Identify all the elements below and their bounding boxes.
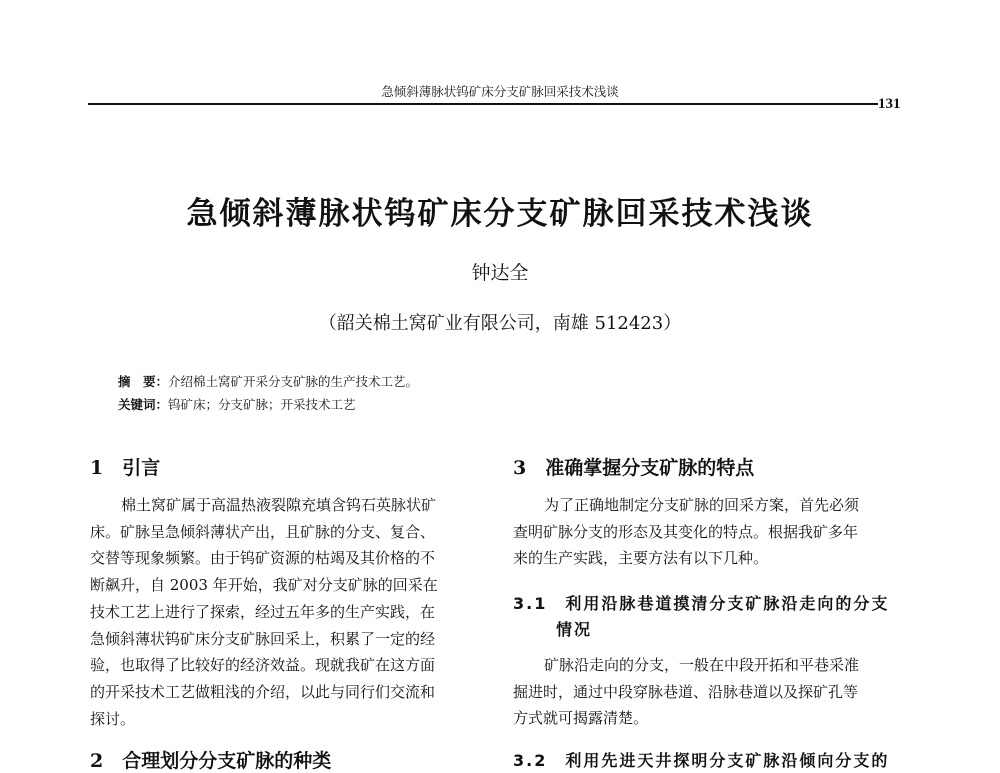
keywords-text: 钨矿床；分支矿脉；开采技术工艺 — [168, 397, 356, 412]
text-line: 棉土窝矿属于高温热液裂隙充填含钨石英脉状矿 — [121, 496, 437, 514]
keywords — [118, 395, 356, 413]
paper-title: 急倾斜薄脉状钨矿床分支矿脉回采技术浅谈 — [186, 196, 814, 232]
text-line: 床。矿脉呈急倾斜薄状产出，且矿脉的分支、复合、 — [90, 522, 436, 541]
text-line: 为了正确地制定分支矿脉的回采方案，首先必须 — [544, 496, 860, 514]
section-2-heading: 2 合理划分分支矿脉的种类 — [90, 750, 332, 772]
affiliation: （韶关棉土窝矿业有限公司，南雄 512423） — [318, 313, 682, 334]
section-3-body — [513, 492, 908, 572]
abstract-label: 摘 要： — [118, 374, 169, 389]
text-line: 的开采技术工艺做粗浅的介绍，以此与同行们交流和 — [90, 682, 436, 701]
text-line: 交替等现象频繁。由于钨矿资源的枯竭及其价格的不 — [90, 549, 436, 568]
text-line: 探讨。 — [90, 709, 136, 728]
text-line: 查明矿脉分支的形态及其变化的特点。根据我矿多年 — [513, 522, 859, 541]
abstract — [118, 372, 418, 390]
section-3-2-heading: 3.2 利用先进天井探明分支矿脉沿倾向分支的 — [513, 751, 890, 770]
section-3-1-heading-cont: 情况 — [556, 620, 593, 639]
text-line: 来的生产实践，主要方法有以下几种。 — [513, 549, 769, 568]
text-line: 验，也取得了比较好的经济效益。现就我矿在这方面 — [90, 656, 436, 675]
header-rule — [88, 103, 878, 105]
section-3-1-heading: 3.1 利用沿脉巷道摸清分支矿脉沿走向的分支 — [513, 594, 890, 613]
text-line: 方式就可揭露清楚。 — [513, 709, 649, 728]
section-1-body — [90, 492, 438, 732]
section-1-heading: 1 引言 — [90, 457, 161, 479]
author: 钟达全 — [471, 262, 529, 284]
section-3-heading: 3 准确掌握分支矿脉的特点 — [513, 457, 755, 479]
running-header: 急倾斜薄脉状钨矿床分支矿脉回采技术浅谈 — [381, 84, 619, 99]
page-number: 131 — [878, 96, 901, 112]
text-line: 矿脉沿走向的分支，一般在中段开拓和平巷采准 — [544, 656, 860, 674]
text-line: 急倾斜薄状钨矿床分支矿脉回采上，积累了一定的经 — [90, 629, 436, 648]
abstract-text: 介绍棉土窝矿开采分支矿脉的生产技术工艺。 — [168, 374, 419, 389]
text-line: 掘进时，通过中段穿脉巷道、沿脉巷道以及探矿孔等 — [513, 682, 859, 701]
keywords-label: 关键词： — [118, 397, 169, 412]
text-line: 技术工艺上进行了探索，经过五年多的生产实践，在 — [90, 602, 436, 621]
text-line: 断飙升，自 2003 年开始，我矿对分支矿脉的回采在 — [90, 576, 438, 595]
section-3-1-body — [513, 652, 908, 732]
